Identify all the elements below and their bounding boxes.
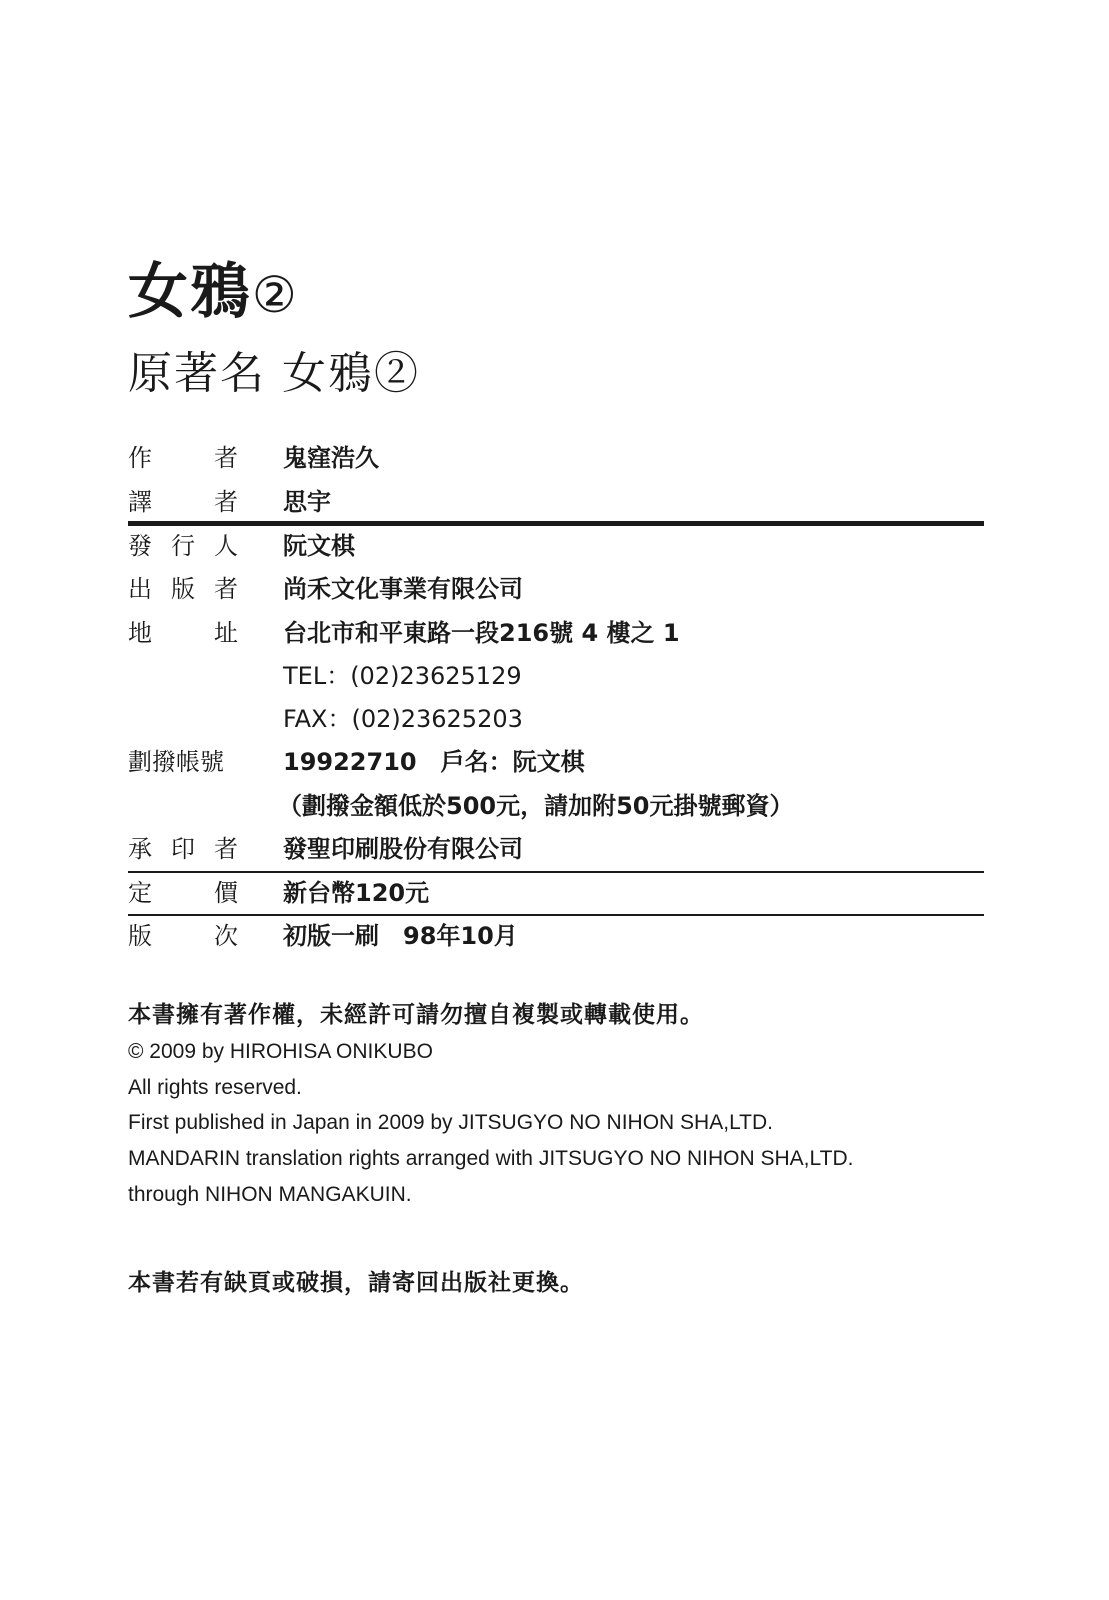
label-char: 者 [214,488,238,516]
credit-value-tel: TEL：(02)23625129 [283,662,522,690]
credit-value-address: 台北市和平東路一段216號 4 樓之 1 [283,619,680,647]
divider-thick [128,521,984,526]
label-char: 者 [214,575,238,603]
label-char: 者 [214,835,238,863]
label-char: 者 [214,444,238,472]
credit-value-translator: 思宇 [283,488,331,516]
label-char: 版 [128,922,152,950]
label-char: 印 [171,835,195,863]
original-title-volume: ② [374,348,420,399]
original-title-label: 原著名 [128,348,266,399]
label-char: 譯 [128,488,152,516]
credit-label-text [128,873,238,913]
book-title-volume: ② [252,266,299,324]
original-title-name: 女鴉 [282,348,374,399]
label-char: 行 [171,532,195,560]
label-char: 版 [171,575,195,603]
divider-thin [128,871,984,873]
label-char: 發 [128,532,152,560]
label-char: 作 [128,444,152,472]
copyright-line: through NIHON MANGAKUIN. [128,1183,412,1206]
credit-value-publisher: 尚禾文化事業有限公司 [283,575,523,603]
credit-label-text [128,482,238,522]
credit-label-text [128,438,238,478]
book-title [128,257,299,327]
defect-notice-zh: 本書若有缺頁或破損，請寄回出版社更換。 [128,1270,584,1296]
credit-label-publisher-person [128,526,238,566]
label-char: 址 [214,619,238,647]
credit-label-text [128,829,238,869]
copyright-notice-zh: 本書擁有著作權，未經許可請勿擅自複製或轉載使用。 [128,1002,704,1028]
credit-label-text [128,569,238,609]
credit-value-publisher-person: 阮文棋 [283,532,355,560]
copyright-line: © 2009 by HIROHISA ONIKUBO [128,1040,433,1063]
credit-value-author: 鬼窪浩久 [283,444,379,472]
credit-label-edition [128,916,238,956]
copyright-line: First published in Japan in 2009 by JITSUGYO NO NIHON SHA,LTD. [128,1111,774,1134]
label-char: 價 [214,879,238,907]
credit-label-printer [128,829,238,869]
credit-label-text [128,916,238,956]
credit-label-price [128,873,238,913]
credit-value-edition: 初版一刷 98年10月 [283,922,518,950]
label-char: 地 [128,619,152,647]
copyright-line: MANDARIN translation rights arranged with JITSUGYO NO NIHON SHA,LTD. [128,1147,854,1170]
label-char: 人 [214,532,238,560]
original-title [128,348,420,399]
label-char: 承 [128,835,152,863]
book-title-main: 女鴉 [128,257,252,327]
label-char: 定 [128,879,152,907]
credit-label-author [128,438,238,478]
credit-value-fax: FAX：(02)23625203 [283,705,523,733]
credit-label-text [128,526,238,566]
divider-thin [128,914,984,916]
credit-value-account-note: （劃撥金額低於500元，請加附50元掛號郵資） [278,792,794,820]
credit-value-printer: 發聖印刷股份有限公司 [283,835,523,863]
credit-value-price: 新台幣120元 [283,879,430,907]
label-char: 次 [214,922,238,950]
credit-label-account: 劃撥帳號 [128,748,224,776]
credit-label-publisher [128,569,238,609]
copyright-line: All rights reserved. [128,1076,302,1099]
label-char: 出 [128,575,152,603]
credit-label-address [128,613,238,653]
credit-value-account: 19922710 戶名：阮文棋 [283,748,585,776]
credit-label-translator [128,482,238,522]
credit-label-text [128,613,238,653]
